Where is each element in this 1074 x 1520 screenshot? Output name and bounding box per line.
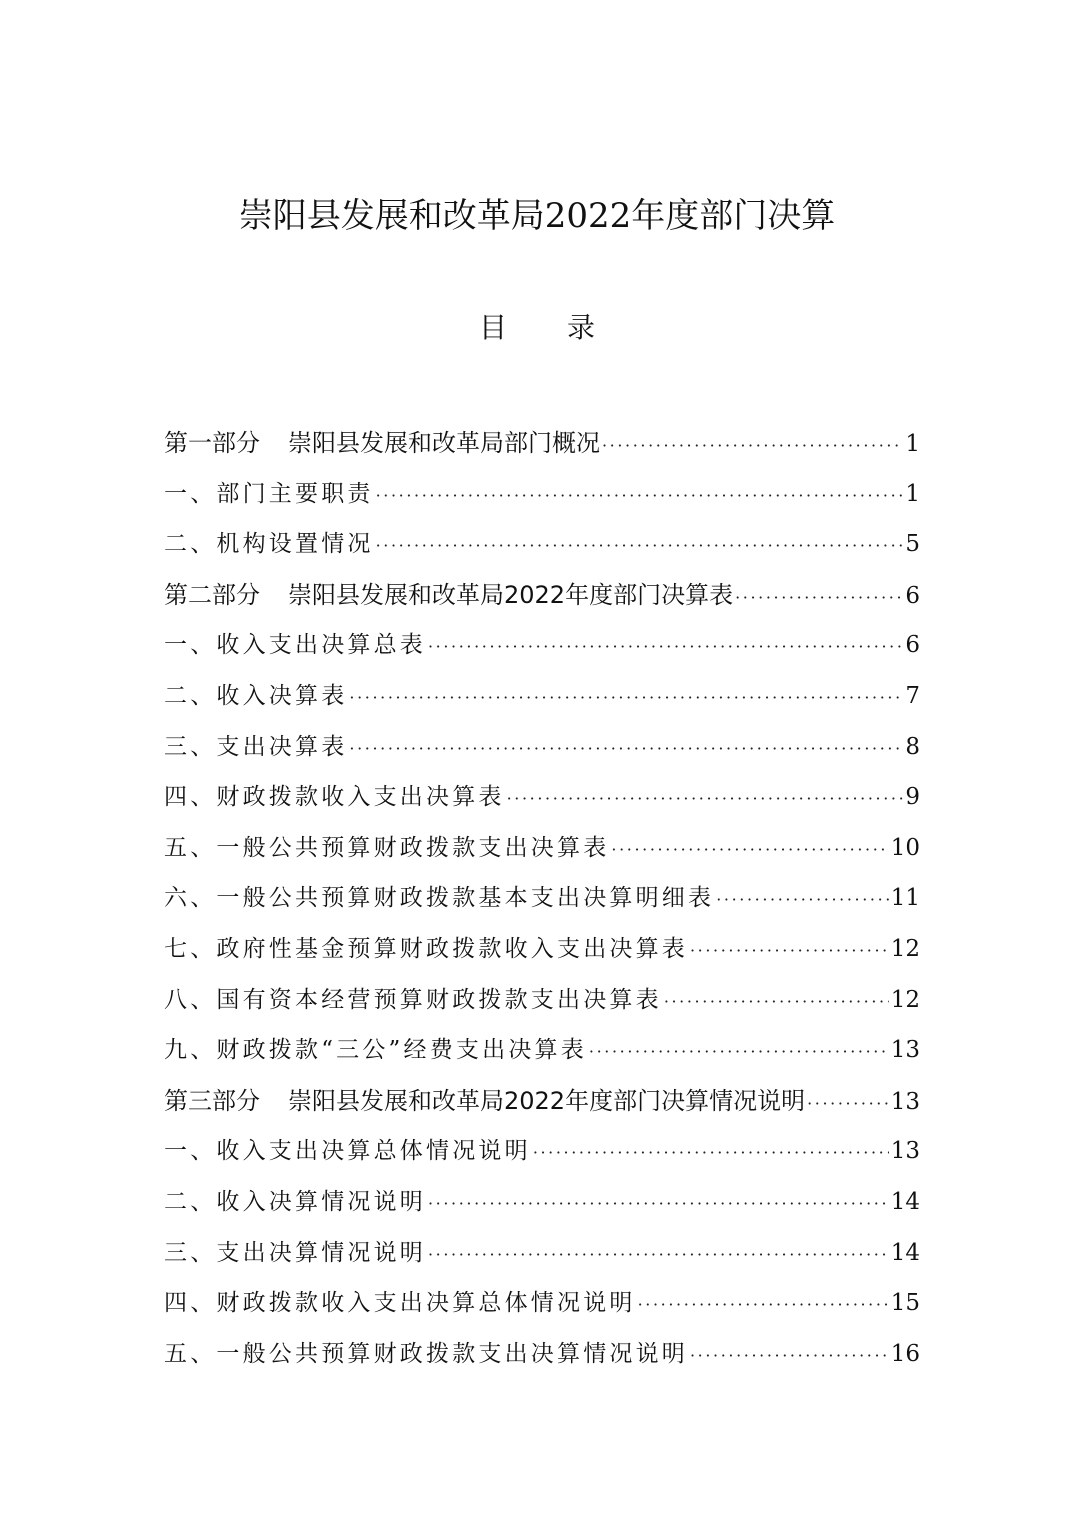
toc-section-entry[interactable]: [164, 975, 920, 1026]
toc-entry-text: 九、财政拨款“三公”经费支出决算表: [164, 1037, 587, 1064]
toc-section-entry[interactable]: [164, 1329, 920, 1380]
toc-dot-leader: [611, 825, 888, 874]
toc-part-entry[interactable]: [164, 1076, 920, 1127]
toc-page-number: 5: [905, 531, 920, 558]
toc-entry-label: [164, 418, 600, 469]
toc-section-entry[interactable]: [164, 1025, 920, 1076]
toc-entry-text: 一、收入支出决算总表: [164, 632, 426, 659]
toc-page-number: 6: [905, 632, 920, 659]
toc-entry-text: 二、收入决算表: [164, 682, 348, 709]
toc-page-number: 16: [890, 1340, 920, 1367]
toc-page-number: 6: [905, 582, 920, 609]
toc-part-number: 第二部分: [164, 580, 260, 609]
toc-entry-label: [164, 1126, 531, 1177]
toc-entry-label: [164, 1278, 636, 1329]
toc-entry-label: [164, 722, 347, 773]
toc-entry-label: [164, 924, 688, 975]
toc-section-entry[interactable]: [164, 519, 920, 570]
toc-page-number: 14: [890, 1239, 920, 1266]
toc-section-entry[interactable]: [164, 772, 920, 823]
toc-dot-leader: [376, 521, 904, 570]
toc-entry-label: [164, 570, 733, 621]
toc-entry-text: 五、一般公共预算财政拨款支出决算表: [164, 834, 610, 861]
table-of-contents: [164, 418, 920, 1379]
toc-entry-label: [164, 823, 609, 874]
toc-section-entry[interactable]: [164, 1228, 920, 1279]
toc-section-entry[interactable]: [164, 469, 920, 520]
toc-section-entry[interactable]: [164, 1278, 920, 1329]
toc-page-number: 14: [890, 1188, 920, 1215]
toc-page-number: 1: [905, 480, 920, 507]
toc-dot-leader: [507, 774, 904, 823]
toc-page-number: 13: [890, 1088, 920, 1115]
toc-section-entry[interactable]: [164, 671, 920, 722]
toc-entry-label: [164, 620, 426, 671]
toc-page-number: 11: [890, 885, 920, 912]
toc-entry-label: [164, 975, 662, 1026]
toc-dot-leader: [533, 1128, 889, 1177]
toc-page-number: 9: [905, 784, 920, 811]
toc-part-number: 第一部分: [164, 429, 260, 457]
toc-section-entry[interactable]: [164, 620, 920, 671]
toc-entry-text: 三、支出决算表: [164, 733, 348, 760]
toc-dot-leader: [602, 421, 903, 469]
toc-dot-leader: [638, 1280, 889, 1329]
toc-dot-leader: [716, 875, 889, 924]
toc-entry-text: 二、收入决算情况说明: [164, 1188, 426, 1215]
toc-dot-leader: [735, 573, 903, 621]
toc-entry-text: 一、部门主要职责: [164, 480, 374, 507]
toc-dot-leader: [589, 1027, 889, 1076]
toc-dot-leader: [690, 926, 889, 975]
toc-dot-leader: [664, 977, 889, 1026]
toc-section-entry[interactable]: [164, 873, 920, 924]
toc-section-entry[interactable]: [164, 924, 920, 975]
toc-dot-leader: [428, 1179, 889, 1228]
toc-section-entry[interactable]: [164, 1126, 920, 1177]
toc-entry-label: [164, 1025, 587, 1076]
toc-entry-label: [164, 1329, 688, 1380]
toc-dot-leader: [428, 1230, 889, 1279]
toc-entry-label: [164, 671, 347, 722]
document-title: 崇阳县发展和改革局2022年度部门决算: [238, 196, 836, 236]
toc-entry-text: 四、财政拨款收入支出决算总体情况说明: [164, 1290, 636, 1317]
toc-dot-leader: [807, 1079, 889, 1127]
toc-entry-label: [164, 469, 374, 520]
toc-part-entry[interactable]: [164, 418, 920, 469]
toc-part-entry[interactable]: [164, 570, 920, 621]
toc-page-number: 8: [905, 733, 920, 760]
toc-entry-text: 八、国有资本经营预算财政拨款支出决算表: [164, 986, 662, 1013]
toc-page-number: 12: [890, 935, 920, 962]
toc-page-number: 12: [890, 986, 920, 1013]
toc-page-number: 10: [890, 834, 920, 861]
toc-section-entry[interactable]: [164, 722, 920, 773]
toc-entry-label: [164, 1177, 426, 1228]
toc-dot-leader: [428, 622, 903, 671]
toc-page-number: 7: [905, 682, 920, 709]
toc-entry-text: 四、财政拨款收入支出决算表: [164, 784, 505, 811]
toc-page-number: 15: [890, 1290, 920, 1317]
toc-section-entry[interactable]: [164, 1177, 920, 1228]
toc-dot-leader: [690, 1331, 889, 1380]
toc-entry-label: [164, 519, 374, 570]
toc-entry-text: 三、支出决算情况说明: [164, 1239, 426, 1266]
toc-page-number: 13: [890, 1037, 920, 1064]
toc-entry-label: [164, 873, 714, 924]
toc-entry-text: 崇阳县发展和改革局部门概况: [288, 429, 600, 457]
toc-page-number: 1: [905, 431, 920, 457]
toc-dot-leader: [376, 471, 904, 520]
toc-entry-text: 崇阳县发展和改革局2022年度部门决算表: [288, 580, 734, 609]
toc-entry-text: 七、政府性基金预算财政拨款收入支出决算表: [164, 935, 688, 962]
toc-entry-text: 二、机构设置情况: [164, 531, 374, 558]
toc-dot-leader: [349, 673, 903, 722]
toc-entry-text: 五、一般公共预算财政拨款支出决算情况说明: [164, 1340, 688, 1367]
toc-entry-text: 一、收入支出决算总体情况说明: [164, 1138, 531, 1165]
toc-page-number: 13: [890, 1138, 920, 1165]
toc-entry-text: 崇阳县发展和改革局2022年度部门决算情况说明: [288, 1086, 806, 1115]
toc-dot-leader: [349, 724, 903, 773]
toc-heading: 目录: [478, 311, 655, 344]
toc-part-number: 第三部分: [164, 1086, 260, 1115]
toc-entry-text: 六、一般公共预算财政拨款基本支出决算明细表: [164, 885, 715, 912]
toc-entry-label: [164, 1228, 426, 1279]
toc-entry-label: [164, 772, 505, 823]
toc-entry-label: [164, 1076, 805, 1127]
toc-section-entry[interactable]: [164, 823, 920, 874]
